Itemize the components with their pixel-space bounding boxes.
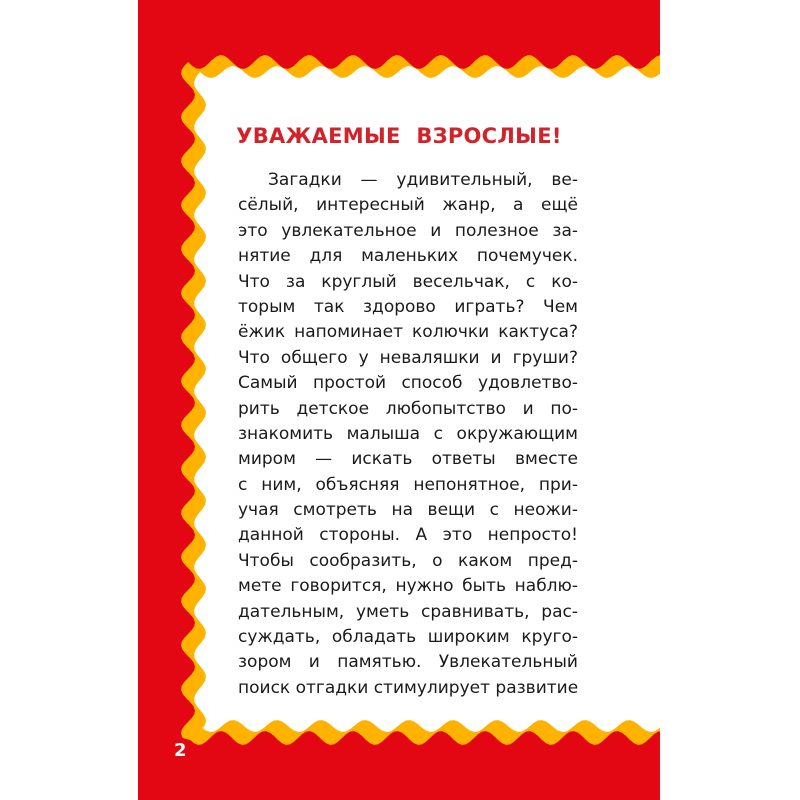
text-line: суждать, обладать широким круго- (238, 627, 578, 648)
book-page (138, 0, 660, 800)
text-line: рить детское любопытство и по- (238, 398, 578, 419)
text-line: зором и памятью. Увлекательный (238, 652, 578, 673)
text-line: сёлый, интересный жанр, а ещё (238, 195, 578, 216)
text-line: дательным, уметь сравнивать, рас- (238, 601, 578, 622)
page-number: 2 (174, 740, 187, 761)
text-line: Что за круглый весельчак, с ко- (238, 271, 578, 292)
text-line: поиск отгадки стимулирует развитие (238, 677, 579, 698)
text-line: знакомить малыша с окружающим (238, 423, 578, 444)
text-line: учая смотреть на вещи с неожи- (238, 500, 578, 521)
text-line: нятие для маленьких почемучек. (238, 246, 578, 267)
text-line: ёжик напоминает колючки кактуса? (238, 322, 578, 343)
text-line: данной стороны. А это непросто! (238, 525, 578, 546)
text-line: торым так здорово играть? Чем (238, 296, 578, 317)
text-line: Самый простой способ удовлетво- (238, 373, 578, 394)
text-line: с ним, объясняя непонятное, при- (238, 474, 578, 495)
body-text (238, 168, 578, 701)
text-line: Что общего у неваляшки и груши? (238, 347, 578, 368)
text-line: Загадки — удивительный, ве- (268, 170, 578, 190)
text-line: Чтобы сообразить, о каком пред- (238, 550, 578, 571)
text-line: мете говорится, нужно быть наблю- (238, 576, 578, 597)
page-title: УВАЖАЕМЫЕ ВЗРОСЛЫЕ! (236, 124, 562, 148)
text-line: это увлекательное и полезное за- (238, 220, 578, 241)
text-line: миром — искать ответы вместе (238, 449, 578, 470)
